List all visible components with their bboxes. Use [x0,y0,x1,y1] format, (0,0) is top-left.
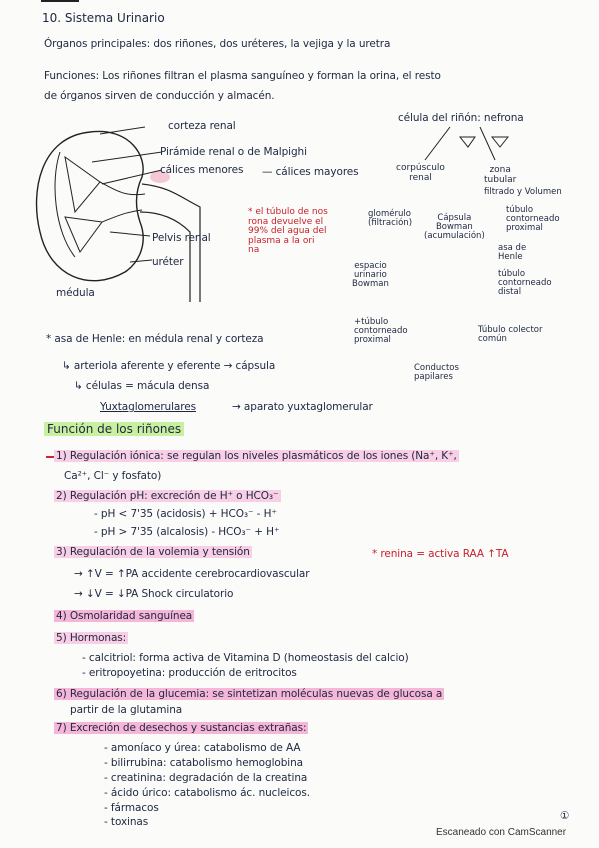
function-7e: - fármacos [104,802,159,814]
asa-note-5: → aparato yuxtaglomerular [232,401,373,413]
function-6b: partir de la glutamina [70,704,183,716]
label-pelvis: Pelvis renal [152,232,211,244]
nephron-tubulo-distal: túbulo contorneado distal [498,269,552,297]
function-2a: - pH < 7'35 (acidosis) + HCO₃⁻ - H⁺ [94,508,277,520]
function-7a: - amoníaco y úrea: catabolismo de AA [104,742,301,754]
function-5b: - eritropoyetina: producción de eritrocitos [82,667,297,679]
nephron-colector: Túbulo colector común [478,325,543,344]
label-caliz-menor: cálices menores [160,164,244,176]
function-5-text: 5) Hormonas: [56,632,127,644]
function-7c: - creatinina: degradación de la creatina [104,772,308,784]
nephron-arrows [420,125,540,165]
function-3-text: 3) Regulación de la volemia y tensión [56,546,250,558]
label-piramide: Pirámide renal o de Malpighi [160,146,307,158]
function-4-text: 4) Osmolaridad sanguínea [56,610,193,622]
function-7b: - bilirrubina: catabolismo hemoglobina [104,757,303,769]
scanner-footer: Escaneado con CamScanner [436,827,567,838]
label-medula: médula [56,287,95,299]
function-7-text: 7) Excreción de desechos y sustancias extrañas: [56,722,307,734]
nephron-asa: asa de Henle [498,243,527,262]
asa-note-2: ↳ arteriola aferente y eferente → cápsula [62,360,276,372]
function-7 [54,722,308,734]
function-1a [54,450,459,462]
pelvis [102,210,142,222]
function-2b: - pH > 7'35 (alcalosis) - HCO₃⁻ + H⁺ [94,526,280,538]
label-caliz-mayor: — cálices mayores [262,166,359,178]
pyramid [65,217,102,252]
red-note: * el túbulo de nos rona devuelve el 99% del agua del plasma a la ori na [248,207,328,255]
nephron-capsula-bowman: Cápsula Bowman (acumulación) [424,213,485,241]
nephron-title: célula del riñón: nefrona [398,112,524,124]
function-7f: - toxinas [104,816,149,828]
function-7d: - ácido úrico: catabolismo ác. nucleicos. [104,787,310,799]
asa-note-4: Yuxtaglomerulares [100,401,196,413]
functions-line-1: Funciones: Los riñones filtran el plasma sanguíneo y forman la orina, el resto [44,70,441,82]
label-ureter: uréter [152,256,184,268]
organs-line: Órganos principales: dos riñones, dos uréteres, la vejiga y la uretra [44,38,391,50]
function-6a [54,688,444,700]
kidney-diagram [30,112,230,302]
function-2-text: 2) Regulación pH: excreción de H⁺ o HCO₃⁻ [56,490,279,502]
nephron-glomerulo: glomérulo (filtración) [368,209,413,228]
function-1b: Ca²⁺, Cl⁻ y fosfato) [64,470,162,482]
kidney-outline [37,131,144,280]
page-number: ① [560,810,570,822]
section-heading [44,422,184,436]
function-3b: → ↓V = ↓PA Shock circulatorio [74,588,234,600]
asa-note-3: ↳ células = mácula densa [74,380,210,392]
nephron-zona: zona tubular [484,165,517,185]
medulla-line [55,152,75,257]
function-3a: → ↑V = ↑PA accidente cerebrocardiovascular [74,568,310,580]
nephron-tubulo-proximal-2: +túbulo contorneado proximal [354,317,408,345]
nephron-capsula: corpúsculo renal [396,163,445,183]
function-5 [54,632,128,644]
page-title: 10. Sistema Urinario [42,11,165,25]
function-2 [54,490,281,502]
top-rule [41,0,79,2]
function-3-note: * renina = activa RAA ↑TA [372,548,509,560]
section-heading-text: Función de los riñones [44,422,184,436]
function-6a-text: 6) Regulación de la glucemia: se sintetizan moléculas nuevas de glucosa a [56,688,443,700]
functions-line-2: de órganos sirven de conducción y almacén. [44,90,275,102]
function-4 [54,610,194,622]
function-1a-text: 1) Regulación iónica: se regulan los niveles plasmáticos de los iones (Na⁺, K⁺, [56,450,457,462]
nephron-conductos: Conductos papilares [414,363,459,382]
function-5a: - calcitriol: forma activa de Vitamina D (homeostasis del calcio) [82,652,409,664]
nephron-espacio: espacio urinario Bowman [352,261,389,289]
nephron-tubulo-proximal: túbulo contorneado proximal [506,205,560,233]
asa-note-1: * asa de Henle: en médula renal y corteza [46,333,264,345]
pyramid [65,157,100,212]
function-3 [54,546,252,558]
nephron-filtrado: filtrado y Volumen [484,187,562,197]
label-corteza: corteza renal [168,120,236,132]
